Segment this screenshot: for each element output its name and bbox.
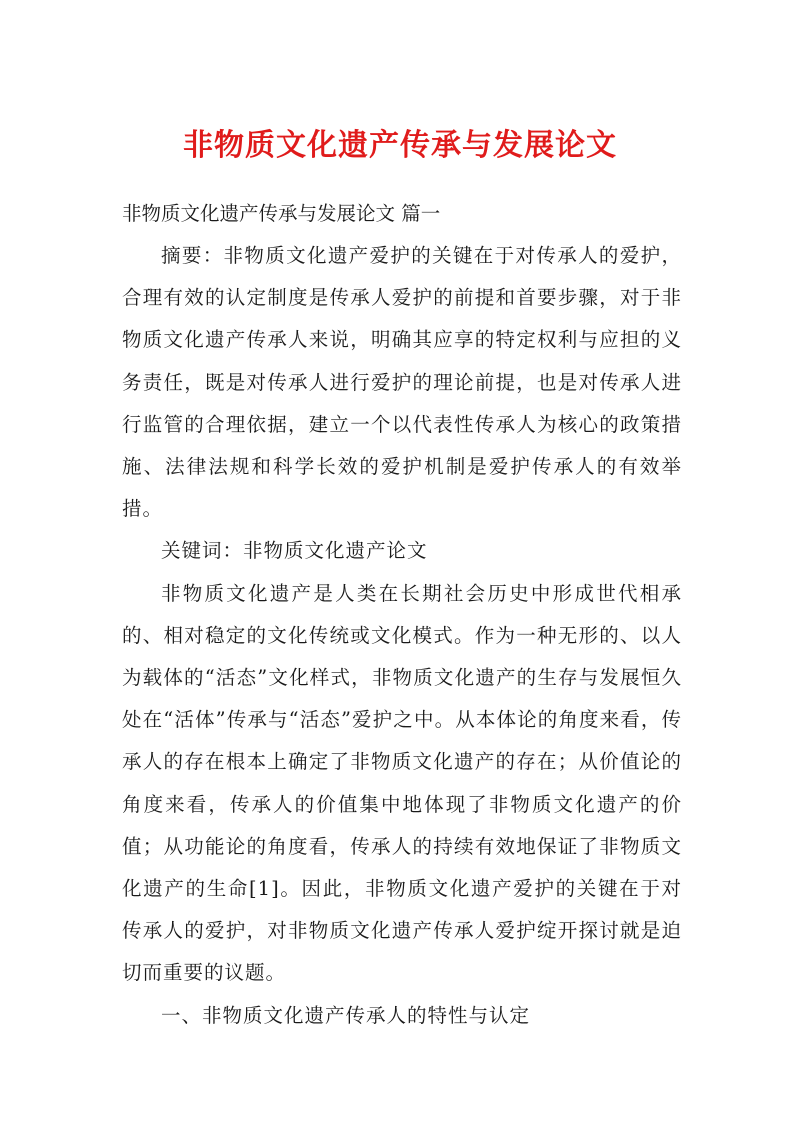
document-title: 非物质文化遗产传承与发展论文 xyxy=(183,128,617,163)
intro-paragraph: 非物质文化遗产是人类在长期社会历史中形成世代相承的、相对稳定的文化传统或文化模式。作为一种无形的、以人为载体的“活态”文化样式，非物质文化遗产的生存与发展恒久处在“活体”传承与“活态”爱护之中。从本体论的角度来看，传承人的存在根本上确定了非物质文化遗产的存在；从价值论的角度来看，传承人的价值集中地体现了非物质文化遗产的价值；从功能论的角度看，传承人的持续有效地保证了非物质文化遗产的生命[1]。因此，非物质文化遗产爱护的关键在于对传承人的爱护，对非物质文化遗产传承人爱护绽开探讨就是迫切而重要的议题。 xyxy=(122,581,682,985)
keywords-paragraph: 关键词：非物质文化遗产论文 xyxy=(161,539,428,563)
document-subtitle: 非物质文化遗产传承与发展论文 篇一 xyxy=(122,202,441,225)
document-body xyxy=(122,193,682,1037)
abstract-paragraph: 摘要：非物质文化遗产爱护的关键在于对传承人的爱护，合理有效的认定制度是传承人爱护的前提和首要步骤，对于非物质文化遗产传承人来说，明确其应享的特定权利与应担的义务责任，既是对传承人进行爱护的理论前提，也是对传承人进行监管的合理依据，建立一个以代表性传承人为核心的政策措施、法律法规和科学长效的爱护机制是爱护传承人的有效举措。 xyxy=(122,244,682,521)
section-heading: 一、非物质文化遗产传承人的特性与认定 xyxy=(161,1003,531,1027)
